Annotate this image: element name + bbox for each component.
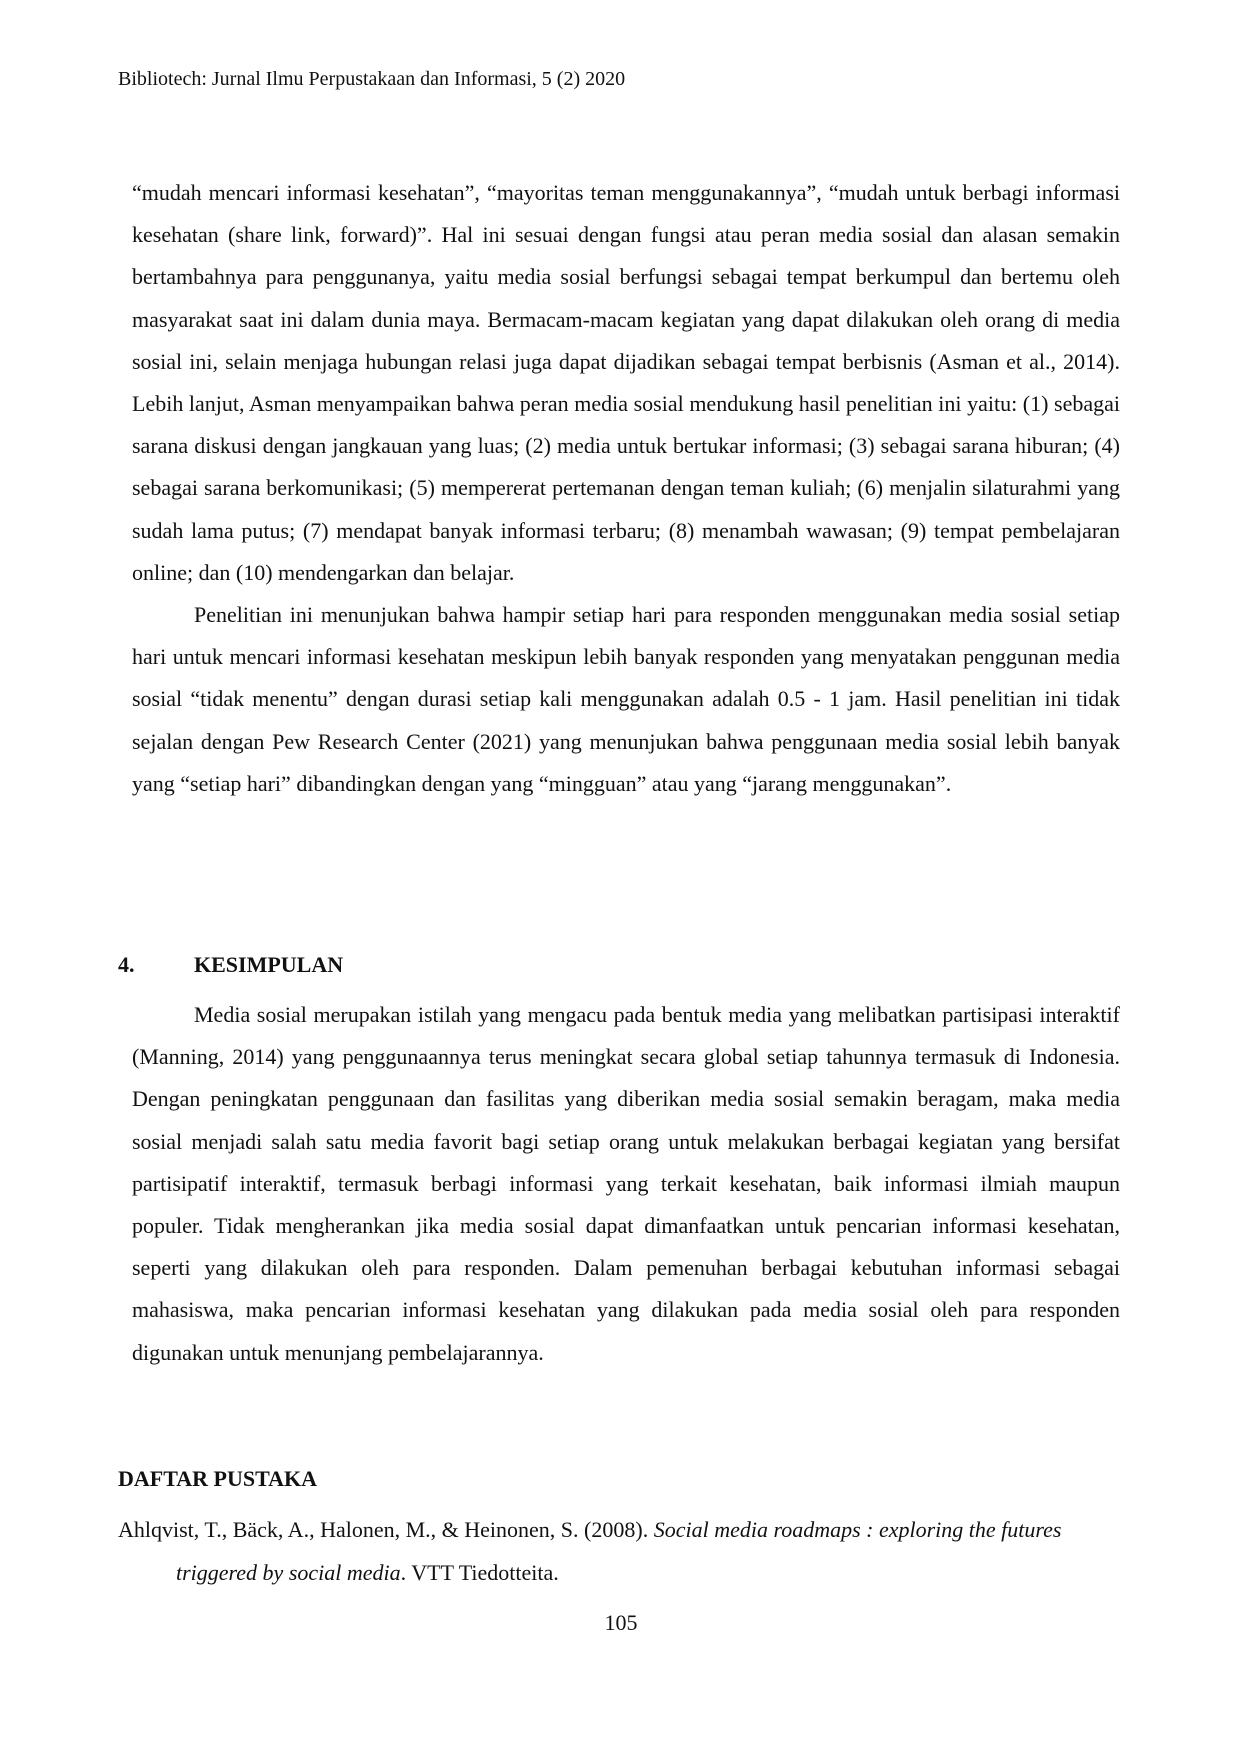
reference-authors: Ahlqvist, T., Bäck, A., Halonen, M., & Heinonen, S. (2008). bbox=[118, 1517, 654, 1542]
discussion-section bbox=[132, 172, 1120, 805]
conclusion-paragraph: Media sosial merupakan istilah yang mengacu pada bentuk media yang melibatkan partisipasi interaktif (Manning, 2014) yang penggunaannya terus meningkat secara global setiap tahunnya termasuk di Indonesia. Dengan peningkatan penggunaan dan fasilitas yang diberikan media sosial semakin beragam, maka media sosial menjadi salah satu media favorit bagi setiap orang untuk melakukan berbagai kegiatan yang bersifat partisipatif interaktif, termasuk berbagi informasi yang terkait kesehatan, baik informasi ilmiah maupun populer. Tidak mengherankan jika media sosial dapat dimanfaatkan untuk pencarian informasi kesehatan, seperti yang dilakukan oleh para responden. Dalam pemenuhan berbagai kebutuhan informasi sebagai mahasiswa, maka pencarian informasi kesehatan yang dilakukan pada media sosial oleh para responden digunakan untuk menunjang pembelajarannya. bbox=[132, 1002, 1120, 1365]
reference-list bbox=[118, 1508, 1120, 1594]
section-title: KESIMPULAN bbox=[194, 952, 344, 977]
reference-entry bbox=[118, 1508, 1120, 1594]
running-header: Bibliotech: Jurnal Ilmu Perpustakaan dan Informasi, 5 (2) 2020 bbox=[118, 68, 626, 90]
section-heading-conclusion bbox=[118, 952, 343, 978]
section-number: 4. bbox=[118, 952, 135, 977]
conclusion-section bbox=[132, 994, 1120, 1374]
discussion-paragraph: “mudah mencari informasi kesehatan”, “mayoritas teman menggunakannya”, “mudah untuk berbagi informasi kesehatan (share link, forward)”. Hal ini sesuai dengan fungsi atau peran media sosial dan alasan semakin bertambahnya para penggunanya, yaitu media sosial berfungsi sebagai tempat berkumpul dan bertemu oleh masyarakat saat ini dalam dunia maya. Bermacam-macam kegiatan yang dapat dilakukan oleh orang di media sosial ini, selain menjaga hubungan relasi juga dapat dijadikan sebagai tempat berbisnis (Asman et al., 2014). Lebih lanjut, Asman menyampaikan bahwa peran media sosial mendukung hasil penelitian ini yaitu: (1) sebagai sarana diskusi dengan jangkauan yang luas; (2) media untuk bertukar informasi; (3) sebagai sarana hiburan; (4) sebagai sarana berkomunikasi; (5) mempererat pertemanan dengan teman kuliah; (6) menjalin silaturahmi yang sudah lama putus; (7) mendapat banyak informasi terbaru; (8) menambah wawasan; (9) tempat pembelajaran online; dan (10) mendengarkan dan belajar. bbox=[132, 180, 1120, 585]
references-heading: DAFTAR PUSTAKA bbox=[118, 1466, 318, 1491]
reference-publisher: . VTT Tiedotteita. bbox=[400, 1560, 559, 1585]
discussion-paragraph: Penelitian ini menunjukan bahwa hampir setiap hari para responden menggunakan media sosial setiap hari untuk mencari informasi kesehatan meskipun lebih banyak responden yang menyatakan penggunan media sosial “tidak menentu” dengan durasi setiap kali menggunakan adalah 0.5 - 1 jam. Hasil penelitian ini tidak sejalan dengan Pew Research Center (2021) yang menunjukan bahwa penggunaan media sosial lebih banyak yang “setiap hari” dibandingkan dengan yang “mingguan” atau yang “jarang menggunakan”. bbox=[132, 602, 1120, 796]
reference-title: Social media roadmaps : exploring the futures triggered by social media bbox=[176, 1517, 1062, 1585]
page-number: 105 bbox=[604, 1610, 638, 1635]
